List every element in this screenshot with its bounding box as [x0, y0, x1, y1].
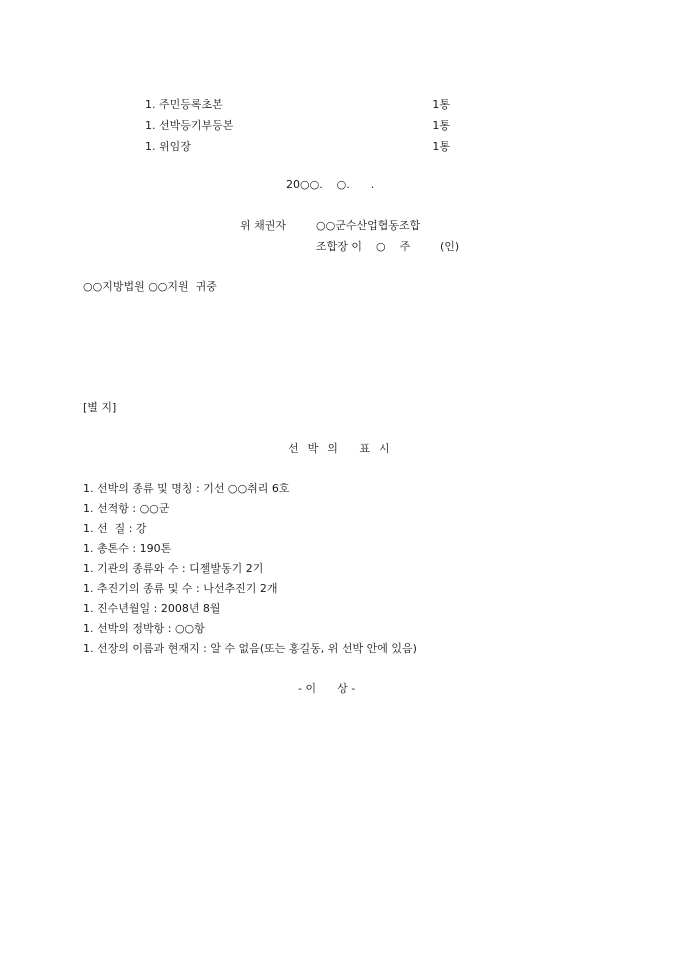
vessel-item: 1. 총톤수 : 190톤	[83, 542, 172, 555]
vessel-item: 1. 선적항 : ○○군	[83, 502, 170, 515]
end-mark: - 이 상 -	[298, 682, 356, 695]
creditor-org: ○○군수산업협동조합	[316, 219, 421, 232]
vessel-item: 1. 선장의 이름과 현재지 : 알 수 없음(또는 홍길동, 위 선박 안에 있음)	[83, 642, 417, 655]
court-addressee: ○○지방법원 ○○지원 귀중	[83, 280, 217, 293]
vessel-item: 1. 진수년월일 : 2008년 8월	[83, 602, 221, 615]
attachment-row	[145, 117, 450, 133]
vessel-item: 1. 선 질 : 강	[83, 522, 147, 535]
attachment-name: 1. 위임장	[145, 140, 191, 153]
vessel-item: 1. 선박의 종류 및 명칭 : 기선 ○○취리 6호	[83, 482, 290, 495]
attachment-count: 1통	[432, 140, 450, 153]
attachment-count: 1통	[432, 98, 450, 111]
attachment-name: 1. 선박등기부등본	[145, 119, 234, 132]
attachment-row	[145, 138, 450, 154]
document-date: 20○○. ○. .	[286, 178, 375, 191]
creditor-label: 위 채권자	[240, 219, 287, 232]
attachment-name: 1. 주민등록초본	[145, 98, 223, 111]
vessel-item: 1. 추진기의 종류 및 수 : 나선추진기 2개	[83, 582, 278, 595]
attachment-count: 1통	[432, 119, 450, 132]
vessel-item: 1. 선박의 정박항 : ○○항	[83, 622, 205, 635]
creditor-representative: 조합장 이 ○ 주	[316, 240, 411, 253]
appendix-label: [별 지]	[83, 401, 117, 414]
seal-mark: (인)	[440, 240, 460, 253]
attachment-row	[145, 96, 450, 112]
vessel-title: 선박의 표시	[288, 442, 399, 455]
vessel-item: 1. 기관의 종류와 수 : 디젤발동기 2기	[83, 562, 264, 575]
